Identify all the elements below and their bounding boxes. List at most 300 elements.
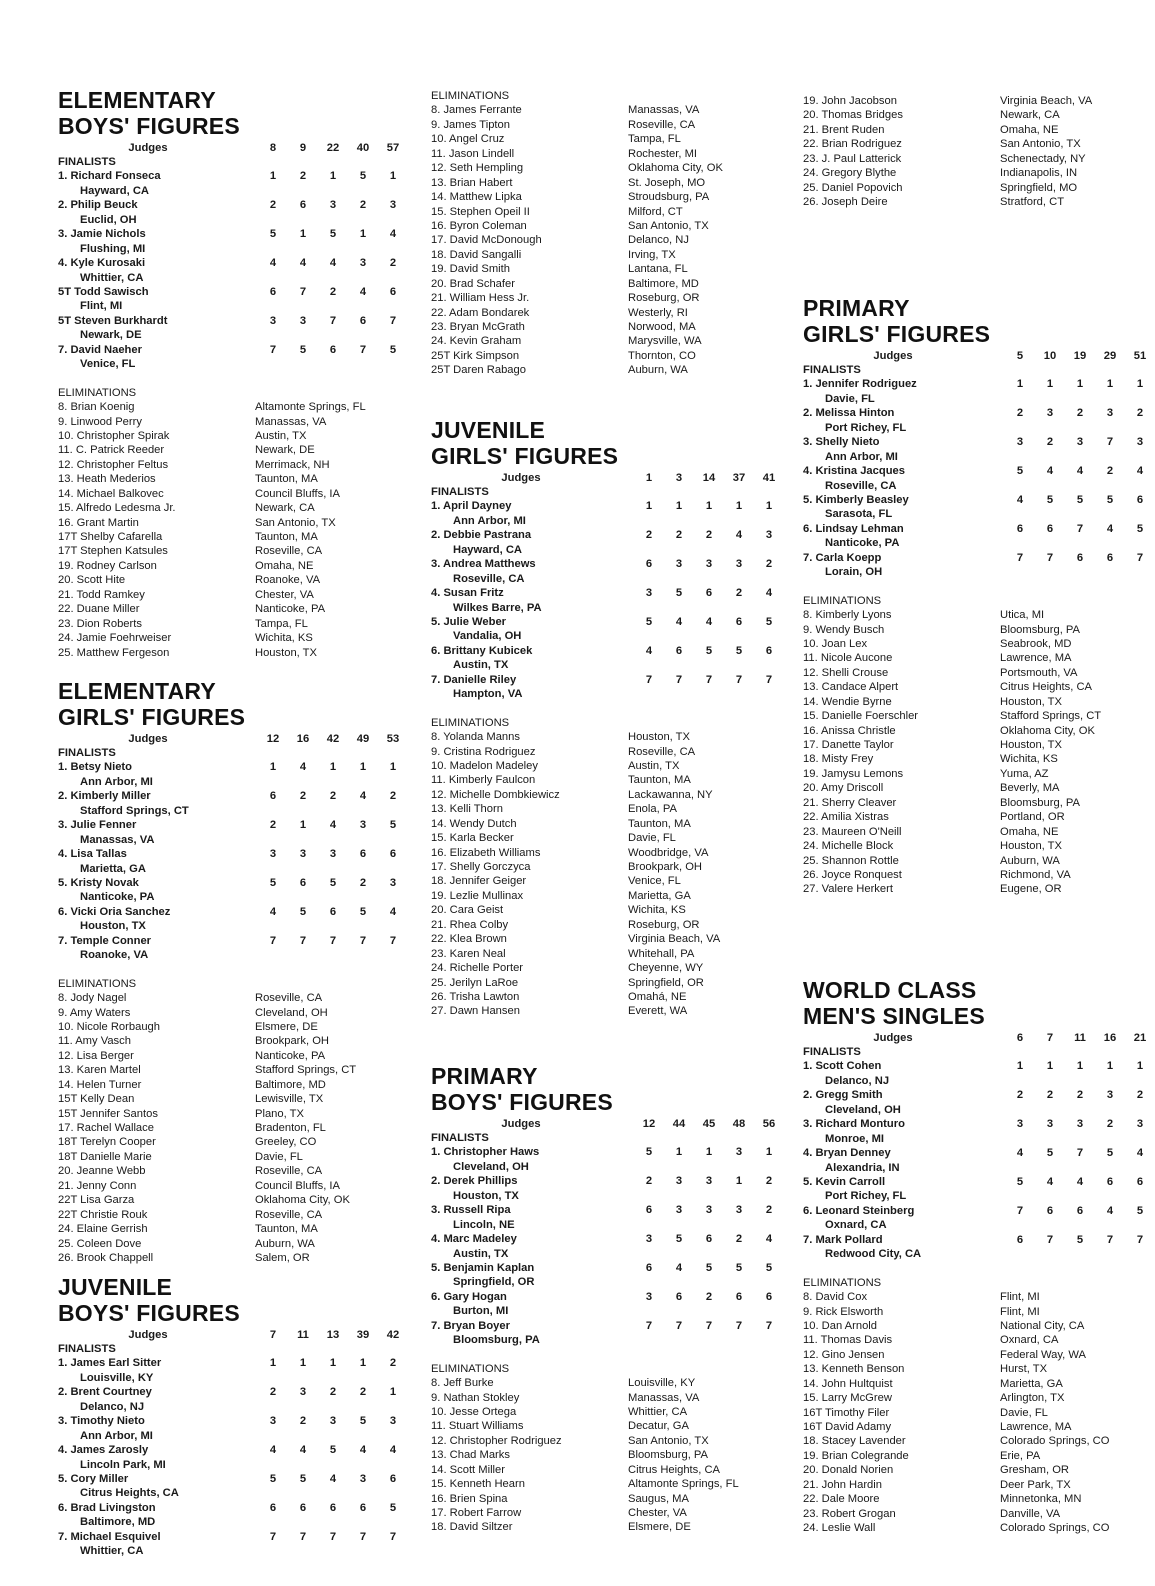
elimination-name: 23. Maureen O'Neill <box>803 825 902 838</box>
spacer <box>431 1348 771 1362</box>
judge-score: 3 <box>675 558 683 571</box>
judge-score: 4 <box>1046 465 1054 478</box>
judge-score: 1 <box>359 1357 367 1370</box>
judges-header <box>431 1117 776 1131</box>
elimination-name: 27. Valere Herkert <box>803 883 893 896</box>
finalist-name: 6. Brittany Kubicek <box>431 644 533 657</box>
finalist-city: Venice, FL <box>80 358 136 371</box>
judge-score: 5 <box>675 587 683 600</box>
judge-score: 4 <box>1076 1176 1084 1188</box>
finalist-name: 1. Christopher Haws <box>431 1146 540 1159</box>
elimination-location: Beverly, MA <box>1000 782 1060 795</box>
elimination-row <box>431 161 771 175</box>
elimination-row <box>431 291 771 305</box>
elimination-name: 9. Nathan Stokley <box>431 1391 520 1404</box>
judge-score: 5 <box>765 1262 773 1274</box>
judge-score: 4 <box>269 1444 277 1457</box>
finalist-row <box>431 528 771 557</box>
elimination-row <box>58 443 398 457</box>
elimination-row <box>58 573 398 587</box>
finalist-row <box>431 1319 771 1348</box>
judge-score: 3 <box>359 257 367 270</box>
judge-score: 6 <box>675 644 683 657</box>
elimination-row <box>431 846 771 860</box>
judge-number: 8 <box>269 142 277 154</box>
judge-score: 6 <box>1016 522 1024 535</box>
elimination-location: Wichita, KS <box>628 904 686 917</box>
judge-score: 6 <box>1046 522 1054 535</box>
elimination-name: 13. Brian Habert <box>431 176 513 189</box>
finalist-row <box>58 285 398 314</box>
elimination-location: Brookpark, OH <box>255 1035 329 1048</box>
judge-score: 3 <box>1076 436 1084 449</box>
judge-score: 2 <box>645 529 653 542</box>
finalist-row <box>803 377 1142 406</box>
elimination-row <box>431 745 771 759</box>
elimination-row <box>803 738 1142 752</box>
elimination-name: 14. Scott Miller <box>431 1463 505 1476</box>
finalist-city: Lincoln Park, MI <box>80 1458 166 1471</box>
judges-header <box>58 141 398 155</box>
elimination-name: 10. Jesse Ortega <box>431 1405 517 1418</box>
elimination-name: 18. Misty Frey <box>803 753 874 766</box>
section-pb-continued <box>803 94 1142 210</box>
elimination-row <box>803 854 1142 868</box>
elimination-row <box>803 637 1142 651</box>
judge-score: 7 <box>329 1530 337 1543</box>
elimination-name: 14. Helen Turner <box>58 1078 142 1091</box>
finalist-city: Flushing, MI <box>80 242 146 255</box>
judge-number: 14 <box>702 472 716 484</box>
elimination-location: Davie, FL <box>1000 1406 1048 1419</box>
judge-score: 4 <box>299 257 307 270</box>
judge-score: 3 <box>269 848 277 861</box>
elimination-row <box>431 176 771 190</box>
elimination-row <box>431 1405 771 1419</box>
elimination-location: Wichita, KS <box>1000 753 1058 766</box>
elimination-location: Roseville, CA <box>255 545 323 558</box>
elimination-row <box>431 889 771 903</box>
elimination-row <box>803 724 1142 738</box>
finalist-row <box>431 586 771 615</box>
judge-score: 7 <box>389 1530 397 1543</box>
judge-score: 1 <box>1076 378 1084 391</box>
finalist-name: 3. Richard Monturo <box>803 1118 905 1131</box>
elimination-location: Delanco, NJ <box>628 234 689 247</box>
elimination-location: Bradenton, FL <box>255 1122 326 1135</box>
elimination-name: 20. Scott Hite <box>58 574 126 587</box>
judge-score: 2 <box>765 1204 773 1217</box>
elimination-row <box>803 623 1142 637</box>
elimination-location: Decatur, GA <box>628 1420 689 1433</box>
elimination-name: 18. Stacey Lavender <box>803 1435 906 1448</box>
judge-score: 6 <box>765 644 773 657</box>
judge-score: 3 <box>735 558 743 571</box>
elimination-location: Chester, VA <box>628 1507 687 1520</box>
elimination-name: 15. Larry McGrew <box>803 1392 892 1405</box>
finalist-name: 5T Steven Burkhardt <box>58 314 168 327</box>
elimination-row <box>58 559 398 573</box>
section-title-line: JUVENILE <box>58 1274 173 1300</box>
spacer <box>58 963 398 977</box>
elimination-name: 13. Heath Mederios <box>58 473 156 486</box>
elimination-row <box>803 152 1142 166</box>
elimination-location: Houston, TX <box>1000 739 1062 752</box>
elimination-name: 22. Brian Rodriguez <box>803 138 902 151</box>
elimination-row <box>431 788 771 802</box>
finalist-name: 2. Kimberly Miller <box>58 790 151 803</box>
elimination-location: Roseville, CA <box>628 745 696 758</box>
elimination-row <box>431 248 771 262</box>
finalist-city: Whittier, CA <box>80 271 144 284</box>
elimination-location: Merrimack, NH <box>255 458 330 471</box>
judge-score: 2 <box>705 529 713 542</box>
judge-score: 1 <box>299 228 307 241</box>
judge-score: 1 <box>389 1386 397 1399</box>
finalist-row <box>803 1175 1142 1204</box>
elimination-name: 22. Dale Moore <box>803 1493 880 1506</box>
judge-score: 3 <box>705 1175 713 1188</box>
elimination-row <box>431 976 771 990</box>
finalist-city: Nanticoke, PA <box>825 537 900 550</box>
judge-score: 2 <box>735 1233 743 1246</box>
judge-score: 2 <box>765 558 773 571</box>
elimination-name: 11. Amy Vasch <box>58 1035 131 1048</box>
judge-score: 3 <box>1136 436 1144 449</box>
finalist-row <box>431 1261 771 1290</box>
finalists-label: FINALISTS <box>58 156 116 168</box>
judge-score: 7 <box>299 934 307 947</box>
judge-score: 5 <box>735 1262 743 1274</box>
elimination-row <box>803 1305 1142 1319</box>
elimination-location: Stratford, CT <box>1000 196 1065 209</box>
elimination-location: Springfield, OR <box>628 976 704 989</box>
finalist-row <box>803 1233 1142 1262</box>
elimination-row <box>431 205 771 219</box>
finalist-city: Lorain, OH <box>825 566 883 579</box>
judges-label: Judges <box>873 350 913 362</box>
elimination-row <box>803 94 1142 108</box>
elimination-name: 16. Byron Coleman <box>431 219 527 232</box>
elimination-location: Richmond, VA <box>1000 868 1071 881</box>
judge-number: 9 <box>299 142 307 154</box>
judge-number: 3 <box>675 472 683 484</box>
elimination-name: 10. Dan Arnold <box>803 1319 878 1332</box>
elimination-name: 16. Grant Martin <box>58 516 139 529</box>
judge-score: 5 <box>645 1146 653 1159</box>
elimination-location: Oklahoma City, OK <box>628 162 723 175</box>
column-3 <box>803 0 1147 1586</box>
elimination-location: Davie, FL <box>255 1150 303 1163</box>
section-title-line: ELEMENTARY <box>58 87 216 113</box>
elimination-name: 27. Dawn Hansen <box>431 1005 520 1018</box>
elimination-row <box>803 709 1142 723</box>
finalist-row <box>58 1385 398 1414</box>
elimination-name: 19. Brian Colegrande <box>803 1449 909 1462</box>
spacer <box>803 1262 1142 1276</box>
elimination-name: 26. Trisha Lawton <box>431 990 520 1003</box>
elimination-row <box>58 1150 398 1164</box>
elimination-row <box>431 759 771 773</box>
judge-score: 3 <box>705 558 713 571</box>
judge-score: 2 <box>705 1290 713 1303</box>
finalist-row <box>58 1414 398 1443</box>
elimination-location: Tampa, FL <box>255 617 308 630</box>
elimination-name: 15. Alfredo Ledesma Jr. <box>58 502 176 515</box>
judge-score: 2 <box>329 286 337 298</box>
elimination-location: Danville, VA <box>1000 1507 1061 1520</box>
elimination-location: Chester, VA <box>255 588 314 601</box>
judge-score: 5 <box>299 1473 307 1485</box>
elimination-location: Bloomsburg, PA <box>1000 623 1081 636</box>
elimination-name: 15T Jennifer Santos <box>58 1107 158 1120</box>
judge-score: 4 <box>389 1444 397 1457</box>
elimination-location: Auburn, WA <box>628 364 688 377</box>
spacer <box>58 372 398 386</box>
judge-score: 2 <box>1076 407 1084 420</box>
judge-score: 7 <box>299 1530 307 1543</box>
elimination-location: Citrus Heights, CA <box>628 1463 721 1476</box>
section-title <box>431 418 771 469</box>
elimination-location: Baltimore, MD <box>255 1078 326 1091</box>
judge-score: 6 <box>1136 494 1144 506</box>
judge-score: 1 <box>675 500 683 513</box>
elimination-row <box>803 1463 1142 1477</box>
elimination-name: 16T David Adamy <box>803 1421 892 1434</box>
elimination-row <box>431 802 771 816</box>
elimination-name: 12. Christopher Feltus <box>58 458 169 471</box>
elimination-name: 13. Kenneth Benson <box>803 1363 905 1376</box>
judge-score: 5 <box>1076 494 1084 506</box>
elimination-row <box>803 1362 1142 1376</box>
elimination-location: Cleveland, OH <box>255 1006 328 1019</box>
elimination-location: Stroudsburg, PA <box>628 191 710 204</box>
elimination-name: 22. Duane Miller <box>58 603 140 616</box>
judge-score: 1 <box>359 761 367 774</box>
elimination-row <box>431 147 771 161</box>
finalist-name: 2. Gregg Smith <box>803 1089 883 1102</box>
judge-score: 2 <box>1136 1089 1144 1102</box>
eliminations-label: ELIMINATIONS <box>431 1362 510 1375</box>
judge-number: 42 <box>326 733 340 745</box>
judge-score: 2 <box>765 1175 773 1188</box>
finalist-city: Nanticoke, PA <box>80 891 155 904</box>
elimination-name: 19. John Jacobson <box>803 95 897 107</box>
spacer <box>803 580 1142 594</box>
judge-score: 7 <box>1076 522 1084 535</box>
elimination-name: 16. Brien Spina <box>431 1492 508 1505</box>
elimination-location: Utica, MI <box>1000 609 1045 622</box>
judge-score: 1 <box>1016 378 1024 391</box>
judge-score: 7 <box>705 673 713 686</box>
finalist-name: 2. Brent Courtney <box>58 1386 152 1399</box>
finalist-city: Manassas, VA <box>80 833 155 846</box>
judge-score: 4 <box>1106 1204 1114 1217</box>
elimination-name: 18. David Siltzer <box>431 1521 513 1534</box>
judge-score: 4 <box>389 905 397 918</box>
elimination-location: Roseburg, OR <box>628 918 700 931</box>
judge-score: 7 <box>1046 1233 1054 1246</box>
judge-score: 7 <box>389 314 397 327</box>
judge-score: 1 <box>329 761 337 774</box>
judge-score: 5 <box>269 877 277 889</box>
elimination-row <box>58 617 398 631</box>
elimination-location: Seabrook, MD <box>1000 637 1072 650</box>
judge-score: 3 <box>1136 1118 1144 1131</box>
finalist-row <box>58 227 398 256</box>
judge-score: 5 <box>389 1501 397 1514</box>
elimination-location: Oklahoma City, OK <box>255 1194 350 1207</box>
elimination-row <box>58 501 398 515</box>
judge-score: 3 <box>389 877 397 889</box>
judge-score: 4 <box>1076 465 1084 478</box>
judge-score: 6 <box>1046 1204 1054 1217</box>
judge-score: 4 <box>645 644 653 657</box>
judge-score: 2 <box>389 257 397 270</box>
judge-score: 5 <box>269 1473 277 1485</box>
finalist-city: Oxnard, CA <box>825 1219 887 1232</box>
finalist-row <box>431 1232 771 1261</box>
judges-label: Judges <box>873 1032 913 1044</box>
judge-number: 57 <box>386 142 400 154</box>
elimination-row <box>431 363 771 377</box>
elimination-location: Gresham, OR <box>1000 1464 1070 1477</box>
judge-number: 7 <box>1046 1032 1054 1044</box>
judge-score: 1 <box>1106 378 1114 391</box>
judges-label: Judges <box>501 1118 541 1130</box>
elimination-name: 18T Terelyn Cooper <box>58 1136 156 1149</box>
section-wc <box>803 977 1147 1536</box>
elimination-row <box>803 680 1142 694</box>
judge-score: 5 <box>1046 494 1054 506</box>
finalist-city: Ann Arbor, MI <box>80 775 153 788</box>
elimination-row <box>803 781 1142 795</box>
elimination-name: 19. Lezlie Mullinax <box>431 889 524 902</box>
finalist-name: 3. Shelly Nieto <box>803 436 880 449</box>
elimination-row <box>58 631 398 645</box>
elimination-name: 15. Danielle Foerschler <box>803 710 919 723</box>
finalist-name: 3. Timothy Nieto <box>58 1415 145 1428</box>
elimination-name: 11. Kimberly Faulcon <box>431 774 536 787</box>
elimination-row <box>58 1135 398 1149</box>
judge-score: 7 <box>1136 1233 1144 1246</box>
judge-score: 4 <box>735 529 743 542</box>
elimination-name: 23. Karen Neal <box>431 947 506 960</box>
elimination-location: San Antonio, TX <box>628 1434 709 1447</box>
elimination-row <box>58 1020 398 1034</box>
finalist-city: Roanoke, VA <box>80 949 149 962</box>
finalist-city: Wilkes Barre, PA <box>453 601 542 614</box>
judge-score: 5 <box>705 644 713 657</box>
elimination-row <box>431 903 771 917</box>
elimination-location: Thornton, CO <box>628 349 696 362</box>
elimination-name: 24. Richelle Porter <box>431 962 524 975</box>
section-title <box>803 296 1142 347</box>
elimination-name: 25T Kirk Simpson <box>431 349 520 362</box>
judge-score: 6 <box>359 848 367 861</box>
judge-score: 3 <box>269 314 277 327</box>
finalist-row <box>803 493 1142 522</box>
elimination-location: Newark, CA <box>1000 109 1060 122</box>
judge-score: 4 <box>329 257 337 270</box>
judge-score: 4 <box>299 761 307 774</box>
elimination-location: Tampa, FL <box>628 133 681 146</box>
elimination-row <box>58 1251 398 1265</box>
elimination-name: 23. Bryan McGrath <box>431 321 525 333</box>
elimination-name: 15. Kenneth Hearn <box>431 1478 525 1491</box>
spacer <box>431 702 771 716</box>
elimination-location: Milford, CT <box>628 205 683 218</box>
elimination-name: 24. Kevin Graham <box>431 335 522 348</box>
elimination-name: 21. Sherry Cleaver <box>803 796 897 809</box>
judge-score: 5 <box>299 343 307 356</box>
elimination-location: San Antonio, TX <box>255 516 336 529</box>
section-jb-continued <box>431 89 771 378</box>
finalist-name: 5T Todd Sawisch <box>58 286 149 298</box>
judge-score: 3 <box>645 1290 653 1303</box>
elimination-location: Taunton, MA <box>255 1223 318 1236</box>
judge-score: 7 <box>735 673 743 686</box>
elimination-row <box>58 415 398 429</box>
elimination-location: Houston, TX <box>255 646 317 659</box>
finalist-city: Hampton, VA <box>453 688 523 701</box>
judge-number: 22 <box>326 142 340 154</box>
elimination-name: 24. Elaine Gerrish <box>58 1223 148 1236</box>
judge-score: 4 <box>705 616 713 628</box>
elimination-name: 25. Shannon Rottle <box>803 854 899 867</box>
judge-score: 1 <box>269 761 277 774</box>
elimination-location: Auburn, WA <box>255 1237 315 1250</box>
elimination-row <box>58 1222 398 1236</box>
elimination-name: 11. Stuart Williams <box>431 1420 524 1433</box>
judges-header <box>58 732 398 746</box>
finalist-row <box>803 1117 1142 1146</box>
eliminations-label: ELIMINATIONS <box>431 716 510 729</box>
elimination-row <box>58 472 398 486</box>
elimination-row <box>803 767 1142 781</box>
judge-score: 1 <box>1016 1060 1024 1073</box>
elimination-row <box>803 1333 1142 1347</box>
elimination-name: 13. Kelli Thorn <box>431 803 503 816</box>
finalist-name: 1. James Earl Sitter <box>58 1357 162 1370</box>
elimination-location: Citrus Heights, CA <box>1000 681 1093 694</box>
elimination-row <box>431 277 771 291</box>
finalist-name: 5. Cory Miller <box>58 1473 129 1485</box>
judge-score: 3 <box>765 529 773 542</box>
elimination-location: Hurst, TX <box>1000 1363 1048 1376</box>
finalist-city: Whittier, CA <box>80 1545 144 1558</box>
elimination-name: 18T Danielle Marie <box>58 1150 152 1163</box>
finalist-name: 3. Julie Fenner <box>58 819 137 832</box>
judge-number: 51 <box>1133 350 1147 362</box>
judge-score: 4 <box>1136 465 1144 478</box>
finalist-row <box>58 343 398 372</box>
section-title <box>58 88 398 139</box>
finalist-name: 7. Temple Conner <box>58 934 152 947</box>
judge-number: 29 <box>1103 350 1117 362</box>
elimination-row <box>431 990 771 1004</box>
elimination-name: 9. Cristina Rodriguez <box>431 745 536 758</box>
elimination-row <box>431 1520 771 1534</box>
finalist-city: Cleveland, OH <box>453 1160 529 1173</box>
judge-score: 2 <box>269 199 277 212</box>
judge-score: 1 <box>645 500 653 513</box>
elimination-name: 20. Brad Schafer <box>431 277 515 290</box>
elimination-name: 17. Robert Farrow <box>431 1507 522 1520</box>
judge-score: 6 <box>1136 1176 1144 1188</box>
elimination-name: 9. Amy Waters <box>58 1006 131 1019</box>
judge-score: 7 <box>359 934 367 947</box>
